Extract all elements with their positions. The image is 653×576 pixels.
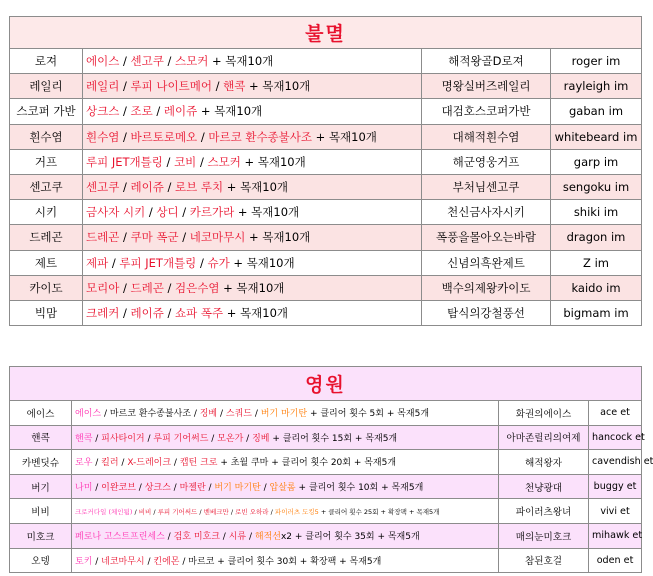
reward-segment: 버기 마기탄 bbox=[260, 409, 308, 420]
reward-segment: 에이스 bbox=[75, 409, 102, 420]
immortal-row bbox=[10, 149, 642, 174]
reward-segment: / bbox=[211, 79, 224, 94]
reward-segment: / bbox=[92, 483, 102, 494]
reward-cell bbox=[83, 174, 422, 199]
immortal-row bbox=[10, 300, 642, 325]
reward-segment: / bbox=[119, 104, 131, 119]
reward-segment: + 목재10개 bbox=[197, 104, 263, 119]
reward-segment: / bbox=[119, 129, 131, 144]
reward-segment: 해적선 bbox=[254, 532, 281, 543]
reward-segment: 루피 JET개틀링 bbox=[86, 154, 163, 169]
hero-name: 버기 bbox=[10, 474, 72, 499]
boss-title: 탐식의강철풍선 bbox=[422, 300, 551, 325]
reward-cell bbox=[72, 523, 499, 548]
cheat-code: oden et bbox=[589, 548, 642, 573]
reward-segment: / 마르코 + 클리어 횟수 30회 + 확장팩 + 목재5개 bbox=[179, 556, 382, 567]
reward-segment: x2 + 클리어 횟수 35회 + 목재5개 bbox=[280, 532, 420, 543]
reward-segment: / bbox=[132, 507, 139, 516]
hero-name: 카이도 bbox=[10, 275, 83, 300]
reward-segment: / 마르코 환수종불사조 / bbox=[101, 409, 200, 420]
hero-name: 시키 bbox=[10, 200, 83, 225]
reward-segment: 카르가라 bbox=[189, 205, 235, 220]
immortal-row bbox=[10, 250, 642, 275]
reward-segment: 스쿼드 bbox=[225, 409, 252, 420]
reward-segment: 레이쥬 bbox=[130, 305, 164, 320]
cheat-code: buggy et bbox=[589, 474, 642, 499]
cheat-code: sengoku im bbox=[551, 174, 642, 199]
cheat-code: rayleigh im bbox=[551, 74, 642, 99]
boss-title: 해적왕골D로져 bbox=[422, 49, 551, 74]
reward-cell bbox=[83, 149, 422, 174]
reward-segment: 피사타이거 bbox=[101, 433, 145, 444]
reward-segment: + 클리어 횟수 5회 + 목재5개 bbox=[307, 409, 430, 420]
reward-cell bbox=[72, 401, 499, 426]
reward-segment: 코비 bbox=[174, 154, 197, 169]
reward-segment: / bbox=[151, 507, 158, 516]
reward-segment: / bbox=[171, 458, 180, 469]
reward-segment: 상크스 bbox=[86, 104, 120, 119]
boss-title: 부처님센고쿠 bbox=[422, 174, 551, 199]
reward-segment: 로우 bbox=[75, 458, 93, 469]
hero-name: 센고쿠 bbox=[10, 174, 83, 199]
reward-segment: / bbox=[118, 458, 128, 469]
reward-segment: 크레커 bbox=[86, 305, 120, 320]
reward-segment: / bbox=[144, 433, 154, 444]
hero-name: 거프 bbox=[10, 149, 83, 174]
boss-title: 백수의제왕카이도 bbox=[422, 275, 551, 300]
cheat-code: garp im bbox=[551, 149, 642, 174]
reward-segment: / bbox=[163, 54, 176, 69]
reward-segment: / bbox=[163, 305, 176, 320]
reward-segment: / bbox=[119, 230, 131, 245]
reward-segment: / bbox=[178, 230, 190, 245]
hero-name: 미호크 bbox=[10, 523, 72, 548]
boss-title: 대해적흰수염 bbox=[422, 124, 551, 149]
boss-title: 천냥광대 bbox=[499, 474, 589, 499]
reward-segment: + 클리어 횟수 10회 + 목재5개 bbox=[295, 483, 424, 494]
cheat-code: kaido im bbox=[551, 275, 642, 300]
reward-segment: 나미 bbox=[75, 483, 93, 494]
hero-name: 레일리 bbox=[10, 74, 83, 99]
reward-cell bbox=[83, 275, 422, 300]
reward-segment: 루피 JET개틀링 bbox=[119, 255, 197, 270]
hero-name: 핸콕 bbox=[10, 425, 72, 450]
immortal-table bbox=[9, 16, 642, 326]
hero-name: 에이스 bbox=[10, 401, 72, 426]
boss-title: 파이러츠왕녀 bbox=[499, 499, 589, 524]
boss-title: 폭풍을몰아오는바람 bbox=[422, 225, 551, 250]
reward-segment: 루피 기어써드 bbox=[153, 433, 209, 444]
reward-segment: + 목재10개 bbox=[223, 305, 289, 320]
reward-cell bbox=[83, 74, 422, 99]
reward-segment: 징베 bbox=[199, 409, 218, 420]
cheat-code: vivi et bbox=[589, 499, 642, 524]
reward-segment: 스모커 bbox=[175, 54, 209, 69]
reward-segment: / bbox=[196, 255, 208, 270]
reward-segment: 모리아 bbox=[86, 280, 120, 295]
eternal-row bbox=[10, 523, 642, 548]
immortal-title: 불멸 bbox=[10, 17, 642, 49]
cheat-code: roger im bbox=[551, 49, 642, 74]
boss-title: 명왕실버즈레일리 bbox=[422, 74, 551, 99]
reward-segment: 드레곤 bbox=[130, 280, 164, 295]
reward-segment: + 목재10개 bbox=[312, 129, 377, 144]
cheat-code: bigmam im bbox=[551, 300, 642, 325]
reward-segment: / bbox=[92, 458, 102, 469]
boss-title: 신념의흑완제트 bbox=[422, 250, 551, 275]
reward-segment: 드레곤 bbox=[86, 230, 120, 245]
reward-segment: 상디 bbox=[156, 205, 179, 220]
reward-segment: / bbox=[119, 54, 131, 69]
reward-segment: 모온가 bbox=[217, 433, 244, 444]
reward-segment: / bbox=[246, 532, 255, 543]
reward-segment: + 클리어 횟수 25회 + 확장팩 + 목재5개 bbox=[318, 507, 440, 516]
reward-segment: / bbox=[208, 433, 218, 444]
reward-segment: 제파 bbox=[86, 255, 109, 270]
reward-segment: + 목재10개 bbox=[229, 255, 295, 270]
reward-segment: + 목재10개 bbox=[234, 205, 300, 220]
boss-title: 해군영웅거프 bbox=[422, 149, 551, 174]
reward-segment: + 목재10개 bbox=[240, 154, 306, 169]
reward-cell bbox=[72, 450, 499, 475]
reward-segment: 루피 기어써드 bbox=[157, 507, 198, 516]
immortal-row bbox=[10, 174, 642, 199]
reward-segment: / bbox=[197, 129, 209, 144]
hero-name: 제트 bbox=[10, 250, 83, 275]
reward-cell bbox=[72, 548, 499, 573]
hero-name: 오뎅 bbox=[10, 548, 72, 573]
boss-title: 해적왕자 bbox=[499, 450, 589, 475]
reward-segment: 징베 bbox=[252, 433, 270, 444]
hero-name: 비비 bbox=[10, 499, 72, 524]
reward-segment: / bbox=[164, 532, 174, 543]
boss-title: 참된호걸 bbox=[499, 548, 589, 573]
eternal-row bbox=[10, 499, 642, 524]
reward-segment: / bbox=[178, 205, 190, 220]
reward-segment: / bbox=[135, 483, 145, 494]
eternal-row bbox=[10, 450, 642, 475]
reward-segment: 슈가 bbox=[207, 255, 230, 270]
reward-segment: / bbox=[170, 483, 180, 494]
reward-segment: 캡틴 크로 bbox=[179, 458, 218, 469]
hero-name: 카벤딧슈 bbox=[10, 450, 72, 475]
reward-segment: / bbox=[260, 483, 270, 494]
reward-segment: / bbox=[145, 205, 157, 220]
reward-segment: / bbox=[144, 556, 154, 567]
cheat-code: cavendish et bbox=[589, 450, 642, 475]
cheat-code: whitebeard im bbox=[551, 124, 642, 149]
reward-segment: / bbox=[119, 280, 131, 295]
reward-segment: / bbox=[92, 433, 102, 444]
hero-name: 스코퍼 가반 bbox=[10, 99, 83, 124]
eternal-table bbox=[9, 366, 653, 573]
reward-cell bbox=[83, 99, 422, 124]
reward-segment: / bbox=[268, 507, 275, 516]
hero-name: 빅맘 bbox=[10, 300, 83, 325]
reward-segment: 크로커다일 (체인됨) bbox=[75, 507, 133, 516]
reward-segment: 로브 루치 bbox=[175, 180, 224, 195]
cheat-code: gaban im bbox=[551, 99, 642, 124]
reward-cell bbox=[83, 49, 422, 74]
reward-segment: 시류 bbox=[228, 532, 247, 543]
immortal-row bbox=[10, 225, 642, 250]
reward-segment: / bbox=[92, 556, 102, 567]
eternal-row bbox=[10, 548, 642, 573]
reward-segment: / bbox=[243, 433, 253, 444]
immortal-row bbox=[10, 200, 642, 225]
reward-cell bbox=[83, 225, 422, 250]
reward-segment: / bbox=[152, 104, 164, 119]
hero-name: 로져 bbox=[10, 49, 83, 74]
cheat-code: Z im bbox=[551, 250, 642, 275]
reward-segment: 이완코브 bbox=[101, 483, 136, 494]
reward-segment: / bbox=[205, 483, 215, 494]
reward-segment: 흰수염 bbox=[86, 129, 120, 144]
reward-segment: 검호 미호크 bbox=[173, 532, 220, 543]
reward-segment: 토키 bbox=[75, 556, 93, 567]
boss-title: 천신금사자시키 bbox=[422, 200, 551, 225]
reward-segment: 레이쥬 bbox=[163, 104, 198, 119]
eternal-title: 영원 bbox=[10, 367, 642, 401]
reward-segment: / bbox=[119, 79, 131, 94]
reward-cell bbox=[83, 250, 422, 275]
reward-segment: 센고쿠 bbox=[130, 54, 164, 69]
reward-segment: 센고쿠 bbox=[86, 180, 120, 195]
reward-segment: 비비 bbox=[138, 507, 152, 516]
reward-segment: 핸콕 bbox=[75, 433, 93, 444]
reward-segment: 벤베크만 bbox=[203, 507, 229, 516]
reward-segment: 핸콕 bbox=[223, 79, 246, 94]
reward-segment: 페로나 고스트프린세스 bbox=[75, 532, 165, 543]
reward-segment: / bbox=[119, 305, 131, 320]
reward-segment: 압살롬 bbox=[269, 483, 296, 494]
reward-segment: / bbox=[197, 507, 204, 516]
reward-segment: 파이러츠 도킹5 bbox=[274, 507, 319, 516]
reward-segment: + 목재10개 bbox=[245, 79, 311, 94]
reward-segment: + 목재10개 bbox=[245, 230, 311, 245]
reward-segment: + 클리어 횟수 15회 + 목재5개 bbox=[269, 433, 398, 444]
cheat-code: dragon im bbox=[551, 225, 642, 250]
reward-segment: / bbox=[162, 154, 175, 169]
cheat-code: ace et bbox=[589, 401, 642, 426]
boss-title: 대검호스코퍼가반 bbox=[422, 99, 551, 124]
reward-segment: 쿠마 폭군 bbox=[130, 230, 179, 245]
cheat-code: hancock et bbox=[589, 425, 642, 450]
reward-segment: 바르토로메오 bbox=[130, 129, 198, 144]
reward-segment: 레이쥬 bbox=[130, 180, 164, 195]
cheat-code: shiki im bbox=[551, 200, 642, 225]
reward-segment: 네코마무시 bbox=[101, 556, 145, 567]
reward-segment: 레일리 bbox=[86, 79, 120, 94]
reward-segment: + 목재10개 bbox=[223, 180, 289, 195]
eternal-row bbox=[10, 474, 642, 499]
reward-segment: 킨에몬 bbox=[153, 556, 180, 567]
immortal-row bbox=[10, 74, 642, 99]
reward-segment: + 목재10개 bbox=[219, 280, 285, 295]
reward-segment: 버기 마기탄 bbox=[214, 483, 261, 494]
reward-cell bbox=[72, 474, 499, 499]
reward-segment: / bbox=[163, 180, 176, 195]
reward-segment: 에이스 bbox=[86, 54, 120, 69]
eternal-row bbox=[10, 425, 642, 450]
reward-segment: 쇼파 폭주 bbox=[175, 305, 224, 320]
reward-segment: 마르코 환수종불사조 bbox=[208, 129, 312, 144]
reward-segment: / bbox=[228, 507, 236, 516]
reward-segment: 네코마무시 bbox=[189, 230, 246, 245]
reward-segment: 루피 나이트메어 bbox=[130, 79, 212, 94]
hero-name: 드레곤 bbox=[10, 225, 83, 250]
reward-segment: 킬러 bbox=[101, 458, 119, 469]
reward-segment: / bbox=[219, 532, 229, 543]
reward-segment: 조로 bbox=[130, 104, 153, 119]
reward-segment: 마젤란 bbox=[179, 483, 206, 494]
immortal-row bbox=[10, 99, 642, 124]
reward-segment: / bbox=[163, 280, 176, 295]
reward-segment: / bbox=[196, 154, 208, 169]
immortal-row bbox=[10, 275, 642, 300]
reward-cell bbox=[83, 200, 422, 225]
reward-cell bbox=[83, 124, 422, 149]
reward-segment: / bbox=[119, 180, 131, 195]
reward-segment: 로빈 오하라 bbox=[235, 507, 269, 516]
reward-cell bbox=[72, 499, 499, 524]
reward-segment: 금사자 시키 bbox=[86, 205, 146, 220]
reward-segment: + 초월 쿠마 + 클리어 횟수 20회 + 목재5개 bbox=[217, 458, 397, 469]
reward-segment: / bbox=[251, 409, 261, 420]
boss-title: 매의눈미호크 bbox=[499, 523, 589, 548]
reward-segment: 검은수염 bbox=[175, 280, 220, 295]
cheat-code: mihawk et bbox=[589, 523, 642, 548]
reward-segment: 스모커 bbox=[207, 154, 241, 169]
reward-segment: X-드레이크 bbox=[127, 458, 172, 469]
eternal-row bbox=[10, 401, 642, 426]
reward-segment: / bbox=[217, 409, 226, 420]
reward-segment: 상크스 bbox=[144, 483, 171, 494]
hero-name: 흰수염 bbox=[10, 124, 83, 149]
boss-title: 화권의에이스 bbox=[499, 401, 589, 426]
reward-segment: + 목재10개 bbox=[208, 54, 274, 69]
immortal-row bbox=[10, 124, 642, 149]
immortal-row bbox=[10, 49, 642, 74]
reward-segment: / bbox=[108, 255, 120, 270]
boss-title: 아마존릴리의여제 bbox=[499, 425, 589, 450]
reward-cell bbox=[83, 300, 422, 325]
reward-cell bbox=[72, 425, 499, 450]
